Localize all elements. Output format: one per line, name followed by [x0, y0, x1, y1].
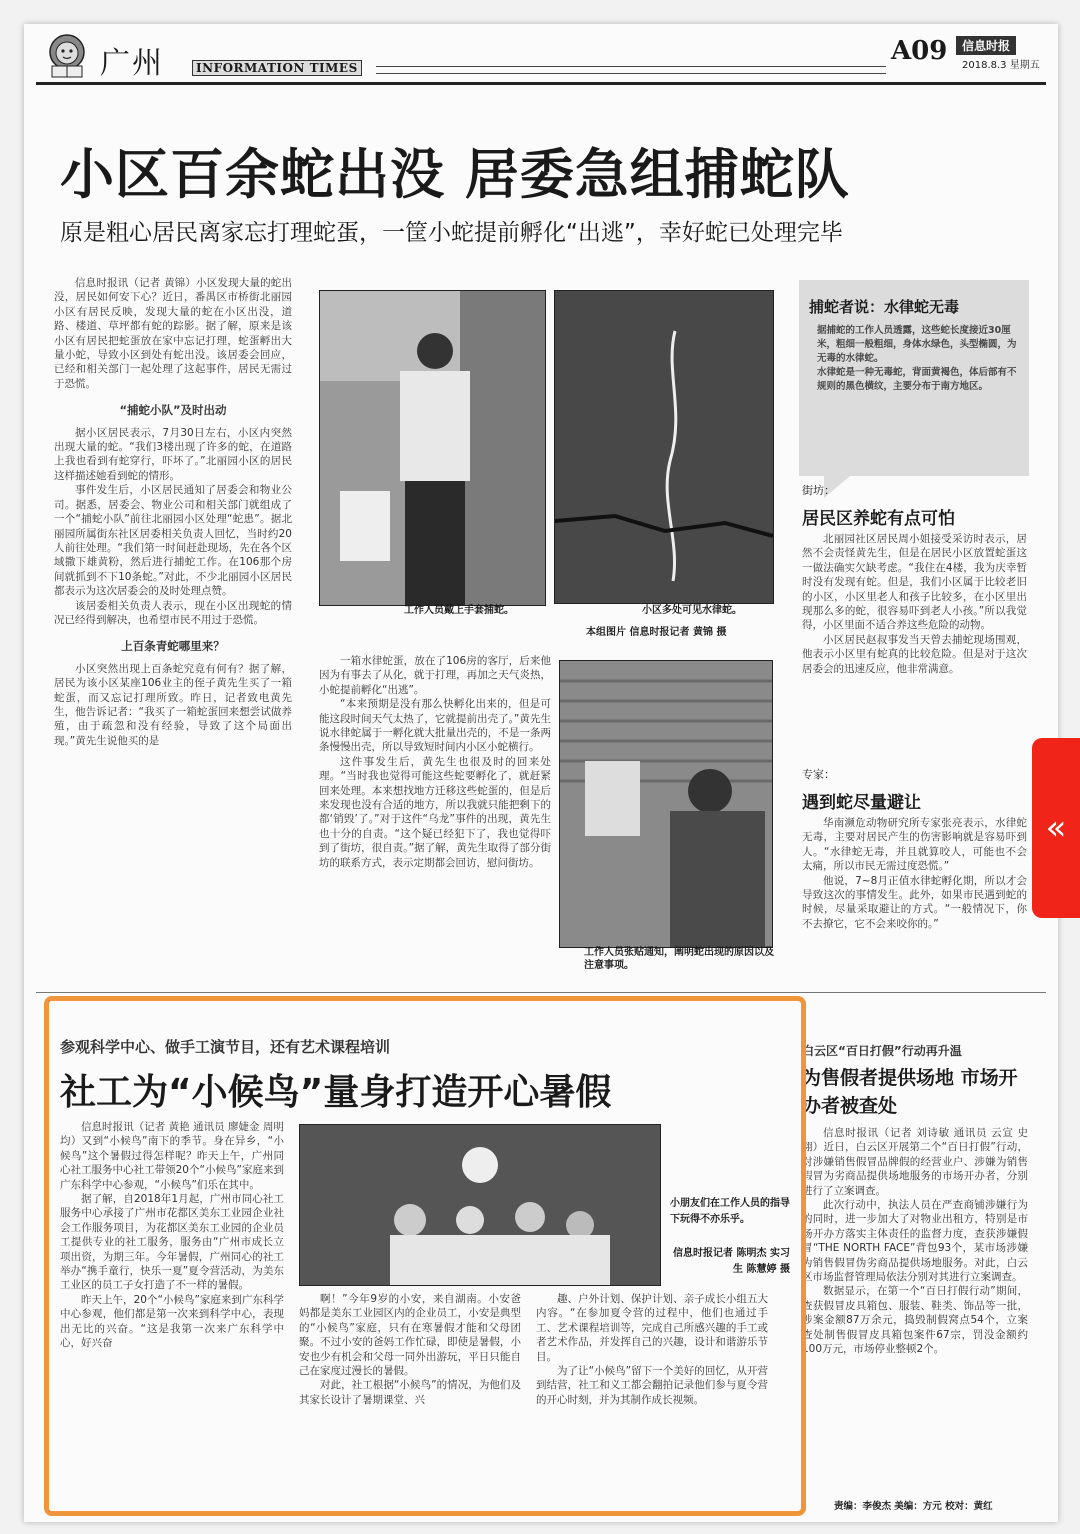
paragraph: 水律蛇是一种无毒蛇，背面黄褐色，体后部有不规则的黑色横纹，主要分布于南方地区。 — [817, 367, 1017, 392]
sidebar-column — [802, 532, 1027, 752]
editor-credits: 责编：李俊杰 美编：方元 校对：黄红 — [834, 1501, 993, 1512]
photo-credit: 本组图片 信息时报记者 黄锦 摄 — [586, 627, 727, 638]
paragraph: “本来预期是没有那么快孵化出来的，但是可能这段时间天气太热了，它就提前出壳了。”黄先生说水律蛇属于一孵化就大批量出壳的，不是一条两条慢慢出壳，所以导致短时间内小区小蛇横行。 — [319, 698, 551, 754]
sidebar-title: 遇到蛇尽量避让 — [802, 793, 921, 813]
photo-worker-posting-notice — [559, 660, 773, 948]
brief-title: 为售假者提供场地 市场开办者被查处 — [802, 1067, 1018, 1117]
lion-mascot-icon — [42, 32, 92, 78]
paper-english-name: INFORMATION TIMES — [192, 60, 362, 76]
feature-highlight-frame — [44, 996, 806, 1516]
paragraph: 数据显示，在第一个“百日打假行动”期间，查获假冒皮具箱包、服装、鞋类、饰品等一批，涉案金额87万余元，捣毁制假窝点54个，立案查处制售假冒皮具箱包案件67宗，罚没金额约100万元，市场停业整顿2个。 — [802, 1285, 1028, 1356]
photo-worker-catching-snake — [319, 290, 546, 606]
main-subhead: 原是粗心居民离家忘打理蛇蛋，一筐小蛇提前孵化“出逃”，幸好蛇已处理完毕 — [60, 220, 843, 246]
page-number: A09 — [891, 36, 948, 66]
photo-caption: 工作人员戴上手套捕蛇。 — [404, 605, 514, 616]
paragraph: 一箱水律蛇蛋，放在了106房的客厅，后来他因为有事去了从化，就于打理，再加之天气炎热，小蛇提前孵化“出逃”。 — [319, 655, 551, 696]
paragraph: 北丽园社区居民周小姐接受采访时表示，居然不会责怪黄先生，但是在居民小区放置蛇蛋这一做法确实欠缺考虑。“我住在4楼，我为庆幸暂时没有发现有蛇。但是，我们小区属于比较老旧的小区，小区里老人和孩子比较多，在小区里出现那么多的蛇，很容易吓到老人小孩。”所以我觉得，小区里面不适合养这些危险的动物。 — [802, 533, 1027, 632]
sidebar-label: 专家： — [802, 768, 835, 781]
paragraph: 信息时报讯（记者 刘诗敏 通讯员 云宣 史翔）近日，白云区开展第二个“百日打假”行动，对涉嫌销售假冒品牌假的经营业户、涉嫌为销售假冒为劣商品提供场地服务的市场开办者，分别进行了立案调查。 — [802, 1127, 1028, 1197]
section-name: 广州 — [100, 46, 164, 81]
paragraph: 该居委相关负责人表示，现在小区出现蛇的情况已经得到解决，也希望市民不用过于恐慌。 — [54, 599, 292, 626]
sidebar-label: 街坊： — [802, 484, 835, 497]
paragraph: 据了解，自2018年1月起，广州市同心社工服务中心承接了广州市花都区美东工业园企业社会工作服务项目，为花都区美东工业园的企业员工提供专业的社工服务，服务由“广州市成长立项出资，为期三年。今年暑假，广州同心的社工举办“携手童行，快乐一夏”夏令营活动，为美东工业区的员工子女打造了不一样的暑假。 — [60, 1193, 284, 1292]
paragraph: 对此，社工根据“小候鸟”的情况，为他们及其家长设计了暑期课堂、兴 — [299, 1379, 521, 1406]
paragraph: 为了让“小候鸟”留下一个美好的回忆，从开营到结营，社工和义工都会翻拍记录他们参与夏令营的开心时刻，并为其制作成长视频。 — [536, 1365, 768, 1406]
section-heading: 上百条青蛇哪里来？ — [121, 639, 225, 654]
paragraph: 信息时报讯（记者 黄艳 通讯员 廖婕金 周明均）又到“小候鸟”南下的季节。身在异乡，“小候鸟”这个暑假过得怎样呢？昨天上午，广州同心社工服务中心社工带领20个“小候鸟”家庭来到广东科学中心参观，“小候鸟”们乐在其中。 — [60, 1121, 284, 1191]
sidebar-column — [802, 816, 1027, 986]
paragraph: 啊！”今年9岁的小安，来自湖南。小安爸妈都是美东工业园区内的企业员工，小安是典型的“小候鸟”家庭，只有在寒暑假才能和父母团聚。不过小安的爸妈工作忙碌，即使是暑假，小安也少有机会和父母一同外出游玩，平日只能自己在家度过漫长的暑假。 — [299, 1293, 521, 1378]
paragraph: 事件发生后，小区居民通知了居委会和物业公司。据悉，居委会、物业公司和相关部门就组成了一个“捕蛇小队”前往北丽园小区处理“蛇患”。据北丽园所属街东社区居委相关负责人回忆，当时约20人前往处理。“我们第一时间赶赴现场，先在各个区域撒下雄黄粉，然后进行捕蛇工作。在106那个房间就抓到不下10条蛇。”对此，不少北丽园小区居民都表示为这次居委会的及时处理点赞。 — [54, 484, 292, 598]
main-column-1 — [54, 276, 292, 996]
paragraph: 据捕蛇的工作人员透露，这些蛇长度接近30厘米，粗细一般粗细，身体水绿色，头型椭圆，为无毒的水律蛇。 — [817, 325, 1017, 364]
paragraph: 据小区居民表示，7月30日左右，小区内突然出现大量的蛇。“我们3楼出现了许多的蛇，在道路上我也看到有蛇穿行，吓坏了。”北丽园小区的居民这样描述她看到蛇的情形。 — [54, 426, 292, 482]
callout-text — [817, 324, 1017, 394]
sidebar-title: 居民区养蛇有点可怕 — [802, 509, 955, 529]
paragraph: 趣、户外计划、保护计划、亲子成长小组五大内容。“在参加夏令营的过程中，他们也通过手工、艺术课程培训等，完成自己所感兴趣的手工或者艺术作品，并发挥自己的兴趣，设计和谐游乐节目。 — [536, 1293, 768, 1363]
main-column-2 — [319, 654, 551, 994]
issue-date: 2018.8.3 星期五 — [962, 60, 1040, 71]
paragraph: 华南濒危动物研究所专家张亮表示，水律蛇无毒，主要对居民产生的伤害影响就是容易吓到人。“水律蛇无毒，并且就算咬人，可能也不会太痛，所以市民无需过度恐慌。” — [802, 817, 1027, 873]
newspaper-page — [24, 24, 1058, 1522]
brief-kicker: 白云区“百日打假”行动再升温 — [802, 1044, 962, 1058]
feature-kicker: 参观科学中心、做手工演节目，还有艺术课程培训 — [60, 1038, 391, 1056]
masthead — [36, 30, 1046, 85]
photo-caption: 小朋友们在工作人员的指导下玩得不亦乐乎。 — [670, 1198, 790, 1225]
photo-caption: 工作人员张贴通知，阐明蛇出现的原因以及注意事项。 — [584, 947, 774, 971]
masthead-rule — [376, 66, 886, 74]
paragraph: 小区居民赵叔事发当天曾去捕蛇现场围观，他表示小区里有蛇真的比较危险。但是对于这次居委会的迅速反应，他非常满意。 — [802, 633, 1027, 675]
brief-column — [802, 1126, 1028, 1482]
photo-image — [320, 291, 545, 605]
paragraph: 小区突然出现上百条蛇究竟有何有？据了解，居民为该小区某座106业主的侄子黄先生买了一箱蛇蛋，而又忘记打理所致。昨日，记者致电黄先生，他告诉记者：“我买了一箱蛇蛋回来想尝试做养殖，由于疏忽和没有经验，导致了这个局面出现。”黄先生说他买的是 — [54, 662, 292, 747]
photo-image — [560, 661, 772, 947]
collapse-panel-button[interactable] — [1032, 738, 1080, 918]
photo-snake-on-ground — [554, 290, 774, 604]
photo-image — [555, 291, 773, 603]
paper-brand: 信息时报 — [956, 36, 1016, 55]
feature-headline: 社工为“小候鸟”量身打造开心暑假 — [60, 1072, 612, 1113]
photo-credit: 信息时报记者 陈明杰 实习生 陈慧婷 摄 — [673, 1248, 790, 1275]
paragraph: 他说，7~8月正值水律蛇孵化期，所以才会导致这次的事情发生。此外，如果市民遇到蛇的时候，尽量采取避让的方式。“一般情况下，你不去撩它，它不会来咬你的。” — [802, 874, 1027, 930]
main-headline: 小区百余蛇出没 居委急组捕蛇队 — [60, 143, 850, 206]
section-heading: “捕蛇小队”及时出动 — [119, 403, 227, 418]
section-divider — [36, 992, 1046, 993]
paragraph: 信息时报讯（记者 黄锦）小区发现大量的蛇出没，居民如何安下心？近日，番禺区市桥街北丽园小区有居民反映，发现大量的蛇在小区出没，道路、楼道、草坪都有蛇的踪影。据了解，原来是该小区有居民把蛇蛋放在家中忘记打理，蛇蛋孵出大量小蛇，导致小区到处有蛇出没。该居委会回应，已经和相关部门一起处理了这起事件，居民无需过于恐慌。 — [54, 277, 292, 390]
paragraph: 此次行动中，执法人员在严查商铺涉嫌行为的同时，进一步加大了对物业出租方，特别是市场开办方落实主体责任的监督力度，查获涉嫌假冒“THE NORTH FACE”背包93个，某市场涉嫌为销售假冒伪劣商品提供场地服务。对此，白云区市场监督管理局依法分别对其进行立案调查。 — [802, 1199, 1028, 1284]
photo-caption: 小区多处可见水律蛇。 — [642, 605, 742, 616]
double-chevron-left-icon: « — [1045, 808, 1067, 848]
paragraph: 昨天上午，20个“小候鸟”家庭来到广东科学中心参观，他们都是第一次来到科学中心，表现出无比的兴奋。“这是我第一次来广东科学中心，好兴奋 — [60, 1293, 284, 1350]
paragraph: 这件事发生后，黄先生也很及时的回来处理。“当时我也觉得可能这些蛇要孵化了，就赶紧回来处理。本来想找地方迁移这些蛇蛋的，但是后来发现也没有合适的地方，所以我就只能把剩下的都‘销毁’了。”对于这件“乌龙”事件的出现，黄先生也十分的自责。“这个疑已经犯下了，我也觉得吓到了街坊，很自责。”据了解，黄先生取得了部分街坊的联系方式，表示定期都会回访，慰问街坊。 — [319, 755, 551, 869]
callout-title: 捕蛇者说：水律蛇无毒 — [809, 298, 960, 316]
